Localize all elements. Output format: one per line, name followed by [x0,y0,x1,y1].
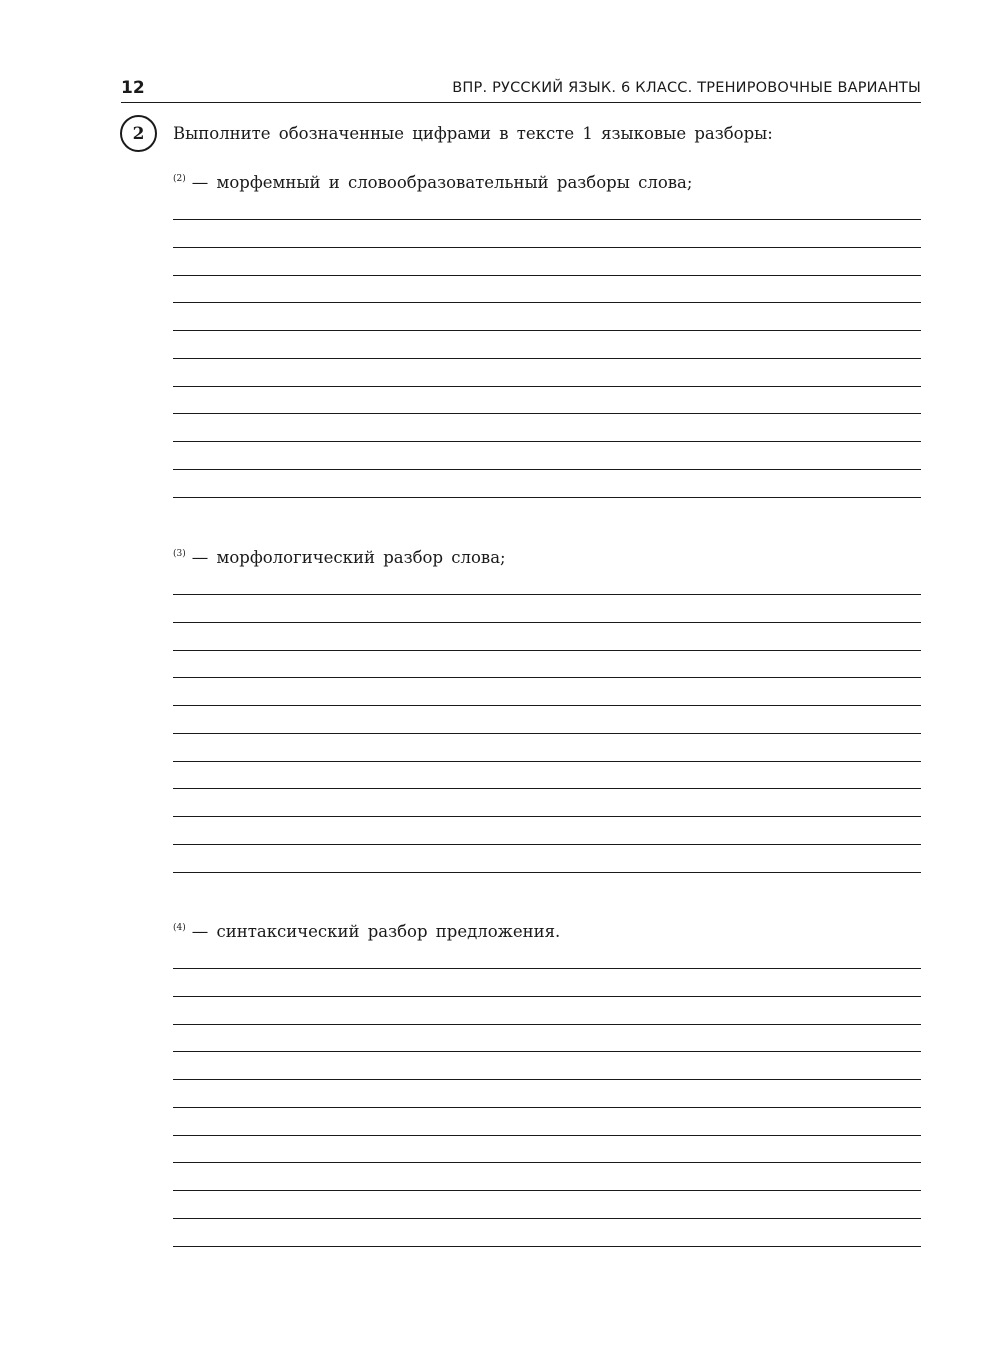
answer-line [173,996,921,997]
answer-line [173,816,921,817]
running-header-title: ВПР. РУССКИЙ ЯЗЫК. 6 КЛАСС. ТРЕНИРОВОЧНЫЕ ВАРИАНТЫ [452,80,921,96]
subtask-syntactic-label [173,922,560,941]
answer-line [173,1051,921,1052]
answer-line [173,677,921,678]
answer-line [173,302,921,303]
answer-line [173,705,921,706]
subtask-marker: (3) [173,549,186,559]
answer-line [173,733,921,734]
answer-line [173,275,921,276]
subtask-text: — морфологический разбор слова; [191,548,506,567]
page-number: 12 [121,78,145,98]
answer-line [173,330,921,331]
answer-line [173,386,921,387]
subtask-morphological-label [173,548,506,567]
answer-line [173,622,921,623]
answer-line [173,1079,921,1080]
subtask-morphemic-label [173,173,692,192]
answer-line [173,1135,921,1136]
answer-line [173,650,921,651]
answer-line [173,968,921,969]
answer-line [173,1246,921,1247]
answer-line [173,594,921,595]
answer-line [173,219,921,220]
answer-line [173,872,921,873]
answer-line [173,469,921,470]
answer-line [173,497,921,498]
subtask-marker: (4) [173,923,186,933]
task-number: 2 [132,123,145,144]
subtask-marker: (2) [173,174,186,184]
task-instruction: Выполните обозначенные цифрами в тексте 1 языковые разборы: [173,124,773,143]
answer-line [173,247,921,248]
answer-line [173,1218,921,1219]
answer-line [173,413,921,414]
header-divider [121,102,921,103]
subtask-text: — морфемный и словообразовательный разборы слова; [191,173,693,192]
answer-line [173,788,921,789]
answer-line [173,1190,921,1191]
subtask-text: — синтаксический разбор предложения. [191,922,561,941]
answer-line [173,1162,921,1163]
answer-line [173,844,921,845]
answer-line [173,358,921,359]
answer-line [173,441,921,442]
task-number-badge [120,115,157,152]
answer-line [173,1107,921,1108]
answer-line [173,761,921,762]
answer-line [173,1024,921,1025]
